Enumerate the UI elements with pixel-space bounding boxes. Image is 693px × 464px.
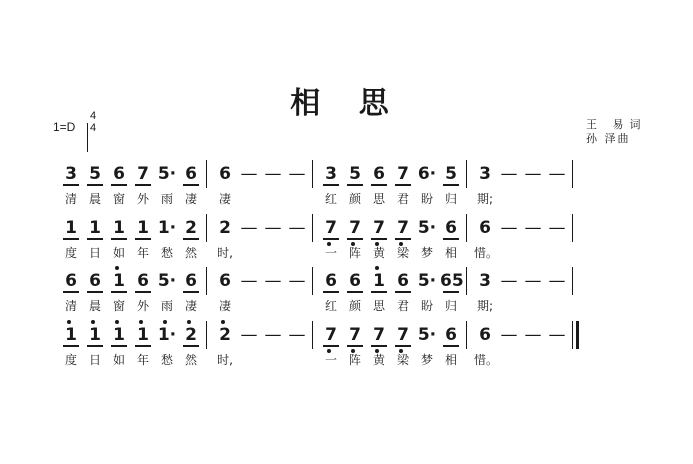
lyric-char: 时, — [217, 246, 233, 260]
lyric-char: 日 — [88, 353, 101, 367]
lyric-char: 相 — [444, 353, 457, 367]
lyric-char: 相 — [444, 246, 457, 260]
note: 6· — [417, 164, 437, 184]
note: 6 — [132, 271, 154, 291]
note: 6 — [180, 271, 202, 291]
note: 65 — [440, 271, 464, 291]
meter-bottom: 4 — [89, 122, 97, 134]
lyric-char: 凄 — [184, 192, 197, 206]
lyric-char: 君 — [396, 299, 409, 313]
lyric-char: 窗 — [112, 192, 125, 206]
note: 7 — [344, 218, 366, 238]
composer-credit: 孙 泽曲 — [586, 132, 631, 145]
lyric-char: 度 — [64, 353, 77, 367]
note: 5· — [157, 164, 177, 184]
note: 6 — [180, 164, 202, 184]
octave-high-dot — [115, 266, 119, 270]
lyric-char: 清 — [64, 192, 77, 206]
lyric-char: 红 — [324, 299, 337, 313]
barline — [206, 267, 207, 295]
note: 5 — [84, 164, 106, 184]
octave-high-dot — [67, 320, 71, 324]
lyric-char: 思 — [372, 192, 385, 206]
barline — [206, 214, 207, 242]
barline — [466, 160, 467, 188]
lyric-char: 惜。 — [474, 246, 499, 260]
note: 3 — [479, 271, 491, 291]
sustain-dash: — — [500, 218, 518, 238]
sustain-dash: — — [548, 325, 566, 345]
sustain-dash: — — [548, 164, 566, 184]
sustain-dash: — — [240, 325, 258, 345]
note: 5· — [417, 271, 437, 291]
barline — [312, 267, 313, 295]
sustain-dash: — — [500, 164, 518, 184]
barline — [312, 160, 313, 188]
lyric-char: 颜 — [348, 299, 361, 313]
sustain-dash: — — [240, 164, 258, 184]
note: 3 — [479, 164, 491, 184]
lyric-char: 愁 — [160, 353, 173, 367]
note: 7 — [320, 325, 342, 345]
sustain-dash: — — [548, 218, 566, 238]
lyric-char: 年 — [136, 246, 149, 260]
note: 1 — [60, 325, 82, 345]
sustain-dash: — — [500, 271, 518, 291]
barline — [572, 214, 573, 242]
note: 1 — [368, 271, 390, 291]
barline — [312, 214, 313, 242]
note: 2 — [180, 218, 202, 238]
note: 6 — [479, 325, 491, 345]
lyric-char: 凄 — [184, 299, 197, 313]
meter-top: 4 — [89, 110, 97, 122]
barline — [572, 321, 573, 349]
note: 7 — [368, 218, 390, 238]
note: 6 — [84, 271, 106, 291]
note: 6 — [392, 271, 414, 291]
note: 1 — [108, 271, 130, 291]
lyric-char: 清 — [64, 299, 77, 313]
lyric-char: 然 — [184, 246, 197, 260]
lyric-char: 期; — [476, 192, 494, 206]
sustain-dash: — — [240, 218, 258, 238]
sustain-dash: — — [288, 325, 306, 345]
lyric-char: 期; — [476, 299, 494, 313]
note: 6 — [368, 164, 390, 184]
lyric-char: 阵 — [348, 246, 361, 260]
lyric-char: 窗 — [112, 299, 125, 313]
note: 3 — [60, 164, 82, 184]
lyric-char: 黄 — [372, 353, 385, 367]
lyric-char: 外 — [136, 192, 149, 206]
lyric-char: 盼 — [420, 192, 433, 206]
note: 6 — [440, 218, 462, 238]
meter-divider — [87, 123, 88, 152]
lyric-char: 盼 — [420, 299, 433, 313]
note: 6 — [440, 325, 462, 345]
barline — [206, 160, 207, 188]
time-signature — [87, 110, 99, 134]
note: 1 — [60, 218, 82, 238]
final-barline — [576, 321, 579, 349]
key-signature: 1=D — [53, 120, 76, 134]
sustain-dash: — — [288, 164, 306, 184]
lyric-char: 年 — [136, 353, 149, 367]
note: 1 — [132, 218, 154, 238]
note: 2 — [180, 325, 202, 345]
sustain-dash: — — [524, 325, 542, 345]
note: 1 — [84, 325, 106, 345]
lyric-char: 归 — [444, 192, 457, 206]
lyric-char: 颜 — [348, 192, 361, 206]
lyric-char: 时, — [217, 353, 233, 367]
barline — [206, 321, 207, 349]
note: 6 — [320, 271, 342, 291]
barline — [466, 214, 467, 242]
note: 7 — [344, 325, 366, 345]
note: 6 — [344, 271, 366, 291]
note: 1 — [84, 218, 106, 238]
lyric-char: 思 — [372, 299, 385, 313]
sustain-dash: — — [240, 271, 258, 291]
note: 5 — [344, 164, 366, 184]
sustain-dash: — — [288, 271, 306, 291]
note: 5· — [157, 271, 177, 291]
note: 7 — [392, 325, 414, 345]
octave-high-dot — [139, 320, 143, 324]
octave-high-dot — [221, 320, 225, 324]
barline — [466, 267, 467, 295]
sustain-dash: — — [524, 218, 542, 238]
lyric-char: 阵 — [348, 353, 361, 367]
note: 6 — [219, 164, 231, 184]
note: 6 — [108, 164, 130, 184]
sustain-dash: — — [548, 271, 566, 291]
lyric-char: 晨 — [88, 192, 101, 206]
sustain-dash: — — [288, 218, 306, 238]
sustain-dash: — — [524, 271, 542, 291]
note: 7 — [392, 218, 414, 238]
octave-high-dot — [91, 320, 95, 324]
lyric-char: 雨 — [160, 192, 173, 206]
barline — [466, 321, 467, 349]
lyric-char: 一 — [324, 353, 337, 367]
lyric-char: 如 — [112, 246, 125, 260]
octave-high-dot — [115, 320, 119, 324]
lyricist-credit: 王 易词 — [586, 118, 647, 131]
note: 7 — [392, 164, 414, 184]
note: 6 — [479, 218, 491, 238]
sustain-dash: — — [500, 325, 518, 345]
note: 1· — [157, 325, 177, 345]
barline — [572, 267, 573, 295]
note: 5· — [417, 218, 437, 238]
lyric-char: 凄 — [218, 192, 231, 206]
sustain-dash: — — [524, 164, 542, 184]
note: 7 — [320, 218, 342, 238]
lyric-char: 然 — [184, 353, 197, 367]
note: 6 — [219, 271, 231, 291]
octave-high-dot — [163, 320, 167, 324]
sustain-dash: — — [264, 218, 282, 238]
barline — [572, 160, 573, 188]
lyric-char: 黄 — [372, 246, 385, 260]
barline — [312, 321, 313, 349]
lyric-char: 梦 — [420, 246, 433, 260]
note: 5· — [417, 325, 437, 345]
octave-high-dot — [375, 266, 379, 270]
lyric-char: 凄 — [218, 299, 231, 313]
lyric-char: 晨 — [88, 299, 101, 313]
lyric-char: 如 — [112, 353, 125, 367]
song-title: 相 思 — [290, 86, 403, 121]
sustain-dash: — — [264, 164, 282, 184]
lyric-char: 君 — [396, 192, 409, 206]
note: 1· — [157, 218, 177, 238]
lyric-char: 归 — [444, 299, 457, 313]
note: 5 — [440, 164, 462, 184]
note: 2 — [219, 218, 231, 238]
note: 1 — [108, 325, 130, 345]
note: 6 — [60, 271, 82, 291]
note: 7 — [368, 325, 390, 345]
lyric-char: 日 — [88, 246, 101, 260]
sustain-dash: — — [264, 271, 282, 291]
lyric-char: 惜。 — [474, 353, 499, 367]
lyric-char: 梁 — [396, 353, 409, 367]
sustain-dash: — — [264, 325, 282, 345]
note: 1 — [132, 325, 154, 345]
note: 2 — [219, 325, 231, 345]
octave-high-dot — [187, 320, 191, 324]
lyric-char: 度 — [64, 246, 77, 260]
lyric-char: 一 — [324, 246, 337, 260]
lyric-char: 梦 — [420, 353, 433, 367]
lyric-char: 愁 — [160, 246, 173, 260]
note: 7 — [132, 164, 154, 184]
note: 1 — [108, 218, 130, 238]
lyric-char: 外 — [136, 299, 149, 313]
lyric-char: 红 — [324, 192, 337, 206]
lyric-char: 梁 — [396, 246, 409, 260]
lyric-char: 雨 — [160, 299, 173, 313]
note: 3 — [320, 164, 342, 184]
